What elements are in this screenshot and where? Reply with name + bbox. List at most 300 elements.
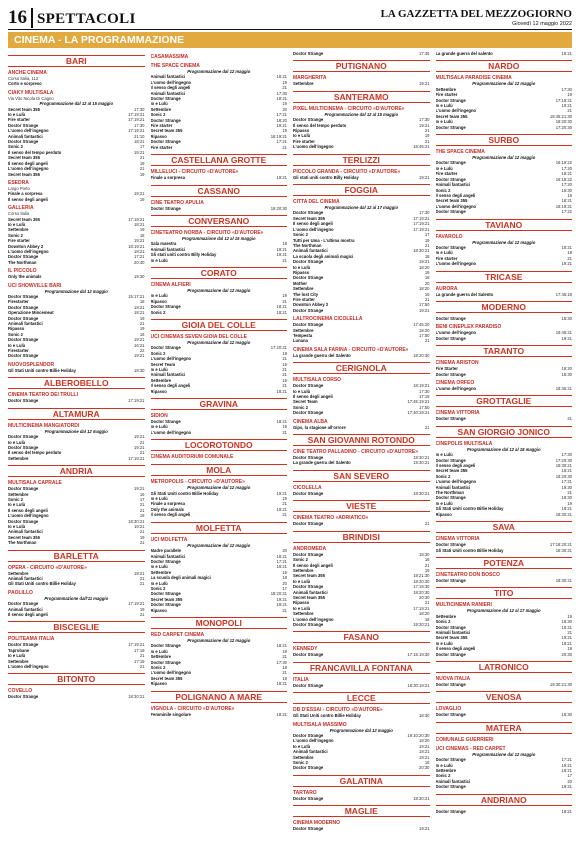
film-times: 18:21 xyxy=(134,248,145,254)
film-times: 19:30 xyxy=(134,274,145,280)
film-title: Downton Abbey 2 xyxy=(293,302,329,308)
cinema-name: SIDION xyxy=(150,413,168,420)
film-title: Tutti per Uma - L'ultima mostra xyxy=(293,237,355,243)
film-title: Doctor Strange xyxy=(293,621,324,627)
film-times: 19:45:21 xyxy=(555,330,572,336)
film-title: Io e Lulù xyxy=(435,640,453,646)
film-times: 17:20 xyxy=(561,165,572,171)
cinema-name: ANDROMEDA xyxy=(293,545,327,552)
film-title: Doctor Strange xyxy=(293,455,324,461)
film-title: Doctor Strange xyxy=(435,457,466,463)
city-heading: MATERA xyxy=(436,722,573,734)
film-times: 17:19:21 xyxy=(555,97,572,103)
film-times: 20 xyxy=(567,778,572,784)
programme-dates: Programmazione dal 12 maggio xyxy=(472,751,536,757)
film-times: 21 xyxy=(139,502,145,508)
film-row xyxy=(8,664,145,669)
film-row xyxy=(8,612,145,617)
film-times: 20:30 xyxy=(419,594,430,600)
programme-dates: Programmazione dal 12 maggio xyxy=(44,288,108,294)
film-times: 19 xyxy=(282,424,287,430)
section-banner: CINEMA - LA PROGRAMMAZIONE xyxy=(8,32,572,48)
film-title: Doctor Strange xyxy=(293,51,324,56)
city-heading: SAN GIOVANNI ROTONDO xyxy=(293,434,430,446)
film-times: 18:21 xyxy=(276,711,287,717)
film-title: Corto e sorpreso xyxy=(8,81,42,87)
film-times: 18:21 xyxy=(561,808,572,814)
film-times: 18:21 xyxy=(276,564,287,570)
film-times: 19:21 xyxy=(561,335,572,341)
film-title: Fire starter xyxy=(150,144,173,150)
film-times: 21 xyxy=(139,155,145,161)
film-title: Fire starter xyxy=(435,171,458,177)
city-heading: NARDO xyxy=(436,60,573,72)
film-title: Settembre xyxy=(293,754,314,760)
film-times: 18:30 xyxy=(561,712,572,718)
film-times: 21 xyxy=(139,576,145,581)
film-title: L'uomo dell'ingegno xyxy=(435,108,477,114)
programme-dates: Programmazione dal 12 maggio xyxy=(472,81,536,87)
film-times: 19:30:21 xyxy=(413,621,430,627)
film-title: Doctor Strange xyxy=(435,97,466,103)
cinema-name: CIAKY MULTISALA xyxy=(8,89,54,96)
film-times: 16 xyxy=(139,331,145,337)
cinema-address: Corso Italia, 112 xyxy=(8,76,39,81)
film-times: 18:20 xyxy=(419,264,430,270)
film-times: 17:19:21 xyxy=(128,642,145,648)
listing-column xyxy=(293,51,430,835)
film-times: 18 xyxy=(139,232,145,238)
film-times: 16:21 xyxy=(134,342,145,348)
film-times: 19:21 xyxy=(419,122,430,128)
film-times: 19 xyxy=(282,293,287,299)
film-times: 18:30 xyxy=(561,371,572,377)
city-heading: GIOIA DEL COLLE xyxy=(151,319,288,331)
film-times: 19:30 xyxy=(561,484,572,490)
film-row xyxy=(293,175,430,180)
film-times: 19:21 xyxy=(561,261,572,267)
film-times: 17:20:30 xyxy=(555,124,572,130)
film-times: 18:21 xyxy=(276,96,287,102)
film-times: 17 xyxy=(139,144,145,150)
film-title: Doctor Strange xyxy=(8,304,39,310)
listing-column xyxy=(8,51,145,835)
film-title: L'uomo dell'ingegno xyxy=(435,261,477,267)
film-times: 21 xyxy=(282,298,287,304)
film-row xyxy=(293,796,430,801)
programme-dates: Programmazione dal 12 maggio xyxy=(187,542,251,548)
cinema-name: POLITEAMA ITALIA xyxy=(8,636,55,643)
film-title: Secret team 355 xyxy=(435,198,468,204)
film-title: Secret team 355 xyxy=(293,594,325,600)
city-heading: ALTAMURA xyxy=(8,408,145,420)
film-times: 18:21 xyxy=(561,624,572,630)
film-title: L'uomo dell'ingegno xyxy=(293,738,334,744)
film-times: 19:21 xyxy=(561,762,572,768)
film-title: Doctor Strange xyxy=(8,139,39,145)
film-title: Secret team 355 xyxy=(435,113,468,119)
film-times: 17:45:18 xyxy=(555,291,572,297)
film-times: 18:21 xyxy=(561,506,572,512)
city-heading: BITONTO xyxy=(8,673,145,685)
film-times: 21 xyxy=(282,356,287,362)
film-title: Io e Lulù xyxy=(150,496,168,502)
film-title: Io e Lulù xyxy=(8,523,26,529)
film-title: Doctor Strange xyxy=(150,345,181,351)
film-row xyxy=(293,410,430,415)
programme-dates: Programmazione dall'11 maggio xyxy=(44,595,109,601)
film-title: Gips, la stagione all'orrore xyxy=(293,424,346,430)
city-heading: POLIGNANO A MARE xyxy=(151,691,288,703)
film-times: 21 xyxy=(282,429,287,435)
film-title: Firestarter xyxy=(8,299,29,305)
film-title: Doctor Strange xyxy=(150,591,181,597)
film-title: Gli Stati Uniti contro Billie Holiday xyxy=(435,506,504,512)
film-times: 18:21 xyxy=(276,419,287,425)
film-title: Fire starter xyxy=(8,238,30,244)
film-times: 17:45:20 xyxy=(413,322,430,328)
film-title: Io e Lulù xyxy=(435,119,453,125)
film-row xyxy=(151,389,288,394)
film-times: 17:21 xyxy=(561,479,572,485)
film-title: Doctor Strange xyxy=(8,518,39,524)
film-times: 18:45:21 xyxy=(555,386,572,391)
film-times: 18:19:21 xyxy=(128,243,145,249)
film-row xyxy=(293,425,430,430)
film-title: Ripasso xyxy=(435,511,452,517)
film-title: L'uomo dell'ingegno xyxy=(8,166,49,172)
film-times: 19 xyxy=(567,192,572,198)
film-times: 17:22 xyxy=(561,209,572,215)
film-times: 21 xyxy=(567,255,572,261)
film-times: 19 xyxy=(139,491,145,497)
film-row xyxy=(436,386,573,391)
film-title: Animali fantastici xyxy=(150,553,186,559)
city-heading: MOLFETTA xyxy=(151,522,288,534)
film-title: Doctor Strange xyxy=(293,765,324,771)
film-times: 17:45:19:21 xyxy=(407,399,430,405)
film-times: 21 xyxy=(567,490,572,496)
film-title: Io e Lulù xyxy=(293,388,311,394)
film-times: 18:21 xyxy=(419,749,430,755)
film-title: Madre parallele xyxy=(150,548,181,554)
city-heading: CASSANO xyxy=(151,185,288,197)
film-times: 19 xyxy=(282,79,287,85)
film-times: 19 xyxy=(424,567,430,573)
film-title: Doctor Strange xyxy=(293,584,324,590)
film-title: Animali fantastici xyxy=(435,484,471,490)
programme-dates: Programmazione dal 12 al 17 maggio xyxy=(324,205,399,211)
film-times: 17:20:21 xyxy=(270,345,287,351)
film-times: 18:30 xyxy=(419,551,430,557)
cinema-name: CASAMASSIMA xyxy=(150,54,189,60)
film-title: Doctor Strange xyxy=(8,444,39,450)
film-row xyxy=(293,81,430,86)
cinema-name: UCI CINEMAS SEVEN GIOIA DEL COLLE xyxy=(150,333,247,340)
city-heading: CASTELLANA GROTTE xyxy=(151,154,288,166)
film-title: Doctor Strange xyxy=(8,315,39,321)
film-title: Doctor Strange xyxy=(8,398,39,404)
film-row xyxy=(151,175,288,180)
film-title: Io e Lulù xyxy=(150,648,168,654)
film-title: Io e Lulù xyxy=(8,221,26,227)
film-title: La grande guerra del Salento xyxy=(293,460,351,466)
film-row xyxy=(436,512,573,517)
film-times: 20:40 xyxy=(134,259,145,265)
film-title: Fire starter xyxy=(293,138,315,144)
cinema-name: UCI MOLFETTA xyxy=(150,536,188,543)
programme-dates: Programmazione dal 12 maggio xyxy=(44,428,108,434)
film-title: Doctor Strange xyxy=(435,209,466,215)
film-times: 18:30:21 xyxy=(413,795,430,801)
film-title: Fire starter xyxy=(293,296,315,302)
film-times: 19:21 xyxy=(276,252,287,258)
film-times: 19:21 xyxy=(276,490,287,496)
film-times: 21 xyxy=(424,296,430,302)
film-title: Ripasso xyxy=(293,128,310,134)
film-times: 18:21 xyxy=(276,309,287,315)
film-title: Ripasso xyxy=(150,298,167,304)
city-heading: BARI xyxy=(8,55,145,67)
film-times: 18:20 xyxy=(419,738,430,744)
film-row xyxy=(8,81,145,86)
city-heading: LECCE xyxy=(293,692,430,704)
film-times: 18:21 xyxy=(561,468,572,474)
film-times: 18:30:21 xyxy=(128,694,145,700)
film-title: Settembre xyxy=(435,768,456,773)
cinema-name: MULTICINEMA RANIERI xyxy=(435,602,492,609)
film-title: Gli Stati Uniti contro Billie Holiday xyxy=(8,367,76,373)
film-times: 19:21 xyxy=(134,149,145,155)
film-title: Doctor Strange xyxy=(150,558,181,564)
film-row xyxy=(436,316,573,321)
film-times: 19 xyxy=(282,675,287,681)
film-times: 17:19 xyxy=(134,658,145,664)
film-times: 19 xyxy=(282,361,287,367)
film-times: 17:21 xyxy=(276,139,287,145)
film-times: 18:20:30 xyxy=(555,473,572,479)
cinema-name: CINEMA ARISTON xyxy=(435,360,479,367)
film-times: 18:20 xyxy=(419,611,430,617)
film-title: Settembre xyxy=(150,106,171,112)
film-title: L'uomo dell'ingegno xyxy=(435,479,477,485)
film-times: 19:21 xyxy=(276,175,287,181)
film-times: 17:19:21 xyxy=(128,117,145,123)
film-times: 17:30 xyxy=(561,452,572,458)
film-times: 18:21 xyxy=(276,388,287,394)
film-times: 17:15:19:30 xyxy=(407,652,430,658)
film-row xyxy=(151,712,288,717)
film-title: Animali fantastici xyxy=(8,529,43,535)
film-title: Doctor Strange xyxy=(150,205,181,211)
film-times: 21 xyxy=(139,612,145,618)
programme-dates: Programmazione dal 12 al 15 maggio xyxy=(324,111,399,117)
film-title: Fire starter xyxy=(8,117,30,123)
film-times: 21 xyxy=(282,372,287,378)
cinema-name: IL PICCOLO xyxy=(8,268,37,275)
film-times: 18:30:21 xyxy=(555,511,572,517)
film-title: L'uomo dell'ingegno xyxy=(435,386,477,391)
film-times: 21 xyxy=(139,581,145,587)
film-title: Finale a sorpresa xyxy=(150,501,185,507)
cinema-name: PICCOLO GRANDA - CIRCUITO «D'AUTORE» xyxy=(293,168,401,175)
film-row xyxy=(436,209,573,214)
film-times: 19 xyxy=(139,171,145,177)
film-times: 17:21 xyxy=(276,112,287,118)
cinema-name: METROPOLIS - CIRCUITO «D'AUTORE» xyxy=(150,479,245,486)
film-title: Doctor Strange xyxy=(435,176,466,182)
film-times: 18:20 xyxy=(276,117,287,123)
film-times: 21 xyxy=(567,416,572,422)
film-title: Sonic 2 xyxy=(293,557,308,563)
film-row xyxy=(436,261,573,266)
cinema-name: NUOVOSPLENDOR xyxy=(8,361,55,368)
film-title: Doctor Strange xyxy=(435,712,466,718)
film-row xyxy=(293,713,430,718)
film-title: L'uomo dell'ingegno xyxy=(150,356,192,362)
programme-dates: Programmazione dal 12 maggio xyxy=(187,485,251,491)
film-times: 19 xyxy=(139,160,145,166)
film-title: Sonic 2 xyxy=(435,187,451,193)
film-title: Io e Lulù xyxy=(150,101,168,107)
film-times: 18 xyxy=(282,350,287,356)
film-times: 20:30 xyxy=(561,651,572,657)
film-times: 19:21 xyxy=(134,353,145,359)
film-title: Doctor Strange xyxy=(293,682,324,688)
film-title: Animali fantastici xyxy=(293,589,328,595)
film-row xyxy=(8,694,145,699)
film-title: The Northman xyxy=(293,242,322,248)
film-times: 17:30 xyxy=(419,210,430,216)
film-title: Io e Lulù xyxy=(293,743,311,749)
film-times: 21 xyxy=(139,166,145,172)
film-times: 21 xyxy=(567,108,572,114)
film-row xyxy=(436,548,573,553)
film-title: Doctor Strange xyxy=(150,139,181,145)
film-times: 17:19:21 xyxy=(128,112,145,118)
masthead xyxy=(381,8,572,28)
cinema-name: ESEDRA xyxy=(8,179,29,186)
city-heading: SAN GIORGIO JONICO xyxy=(436,426,573,438)
film-times: 18:30:21 xyxy=(128,518,145,524)
film-times: 16:18:22 xyxy=(555,176,572,182)
film-times: 19 xyxy=(282,496,287,502)
film-times: 19:21 xyxy=(419,81,430,87)
cinema-name: CINEMA AUDITORIUM COMUNALE xyxy=(150,454,234,461)
film-title: Doctor Strange xyxy=(435,371,466,377)
film-title: Io e Lulù xyxy=(150,257,168,263)
city-heading: SAN SEVERO xyxy=(293,470,430,482)
film-title: Doctor Strange xyxy=(293,259,324,265)
film-title: Sonic 2 xyxy=(293,232,308,238)
film-title: Animali fantastici xyxy=(293,248,328,254)
film-times: 15:17:21 xyxy=(128,294,145,299)
film-title: Secret team 355 xyxy=(8,171,40,177)
city-heading: GRAVINA xyxy=(151,398,288,410)
film-times: 21 xyxy=(424,521,430,527)
film-title: Doctor Strange xyxy=(435,124,466,130)
cinema-name: THE SPACE CINEMA xyxy=(150,63,200,69)
film-title: Lunana xyxy=(293,338,308,344)
film-times: 18:21 xyxy=(561,51,572,56)
film-title: Sonic 2 xyxy=(8,331,23,337)
film-title: Sala maestra xyxy=(150,241,177,247)
film-row xyxy=(436,416,573,421)
film-title: Doctor Strange xyxy=(435,160,466,166)
film-times: 18:20:30 xyxy=(413,589,430,595)
film-times: 21 xyxy=(567,629,572,635)
film-row xyxy=(436,809,573,814)
film-times: 19 xyxy=(282,569,287,575)
film-row xyxy=(293,51,430,56)
film-title: L'uomo dell'ingegno xyxy=(435,203,477,209)
film-times: 17 xyxy=(282,585,287,591)
film-title: Il senso degli angeli xyxy=(435,646,476,652)
film-times: 16:19:22 xyxy=(555,160,572,166)
film-title: Doctor Strange xyxy=(293,322,324,328)
film-times: 17:19:21 xyxy=(128,216,145,222)
film-title: Doctor Strange xyxy=(8,337,39,343)
film-title: Doctor Strange xyxy=(150,96,181,102)
film-title: Doctor Strange xyxy=(435,315,466,321)
cinema-name: LALTROCINEMA CICOLELLA xyxy=(293,316,363,323)
film-title: Il senso degli angeli xyxy=(293,394,333,400)
film-row xyxy=(293,826,430,831)
film-title: Animali fantastici xyxy=(435,778,471,784)
film-times: 17 xyxy=(139,496,145,502)
film-times: 17:21 xyxy=(561,757,572,763)
film-times: 18:20:30 xyxy=(413,578,430,584)
film-times: 21 xyxy=(139,529,145,535)
film-times: 19:21 xyxy=(276,123,287,129)
film-row xyxy=(8,172,145,177)
film-row xyxy=(436,336,573,341)
film-times: 19:21 xyxy=(561,635,572,641)
film-row xyxy=(436,372,573,377)
film-times: 19:21 xyxy=(419,307,430,313)
film-times: 19:30:21 xyxy=(413,460,430,466)
film-row xyxy=(293,338,430,343)
film-title: Ripasso xyxy=(293,269,310,275)
film-times: 21 xyxy=(282,367,287,372)
cinema-name: THE SPACE CINEMA xyxy=(435,149,485,156)
film-times: 18:45:21 xyxy=(413,144,430,150)
film-times: 18:45:21:30 xyxy=(549,113,572,119)
cinema-name: CINETEATRO NORBA - CIRCUITO «D'AUTORE» xyxy=(150,229,264,236)
film-times: 18:21 xyxy=(134,304,145,310)
city-heading: FRANCAVILLA FONTANA xyxy=(293,662,430,674)
film-title: La scuola degli animali magici xyxy=(150,575,211,581)
film-title: Gli Stati Uniti contro Billie Holiday xyxy=(293,713,361,719)
film-times: 17:30 xyxy=(276,659,287,665)
film-times: 19:21 xyxy=(134,523,145,529)
city-heading: ANDRIA xyxy=(8,465,145,477)
film-title: Ripasso xyxy=(150,133,167,139)
film-title: Secret team 355 xyxy=(8,106,40,112)
film-title: Io e Lulù xyxy=(150,424,168,430)
film-title: L'uomo dell'ingegno xyxy=(8,128,49,134)
film-title: Secret team 355 xyxy=(8,534,40,540)
film-times: 16:19:21 xyxy=(555,203,572,209)
film-times: 21 xyxy=(139,450,145,456)
film-times: 17:19:21 xyxy=(128,455,145,461)
film-times: 17:50 xyxy=(419,333,430,338)
film-title: Doctor Strange xyxy=(8,353,39,359)
film-title: Sonic 2 xyxy=(293,760,308,766)
city-heading: FASANO xyxy=(293,631,430,643)
film-row xyxy=(436,125,573,130)
film-title: Animali fantastici xyxy=(8,321,43,327)
